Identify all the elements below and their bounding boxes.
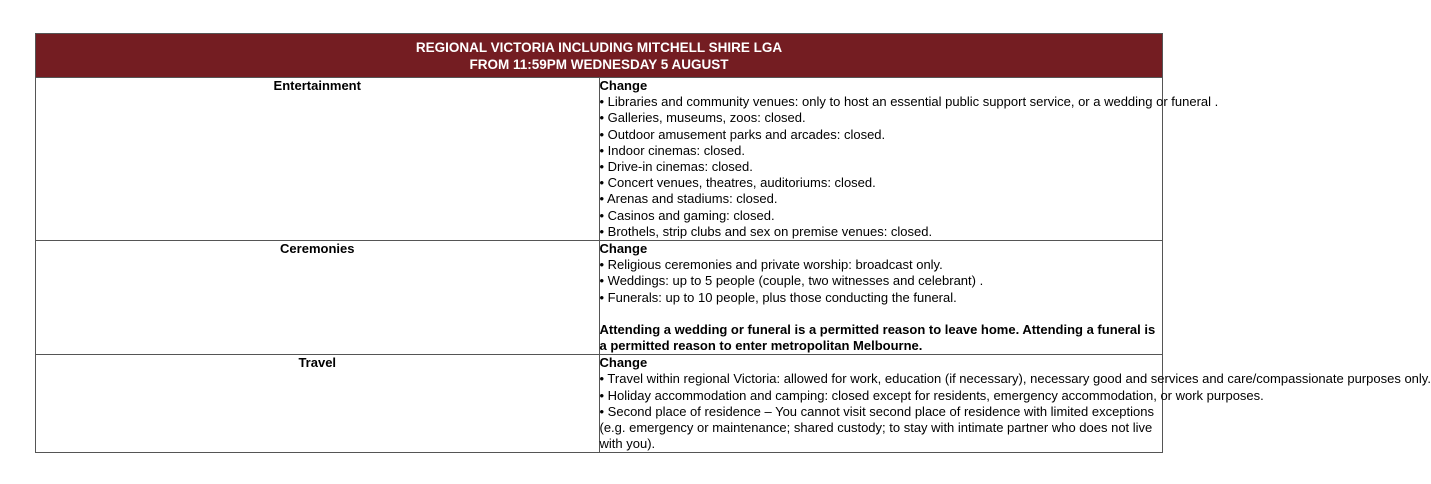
- list-item: • Holiday accommodation and camping: closed except for residents, emergency accommodation, or work purposes.: [599, 387, 1264, 403]
- table-row-entertainment: [36, 78, 1163, 241]
- category-cell: [36, 355, 600, 453]
- header-title-line1: REGIONAL VICTORIA INCLUDING MITCHELL SHIRE LGA: [415, 39, 783, 55]
- table-row-ceremonies: [36, 241, 1163, 355]
- change-label: Change: [599, 241, 648, 257]
- content-cell: [599, 355, 1431, 453]
- content-cell: [599, 78, 1219, 241]
- content-cell: [599, 241, 1163, 355]
- change-label: Change: [599, 355, 648, 371]
- category-cell: [36, 78, 600, 241]
- table-row-travel: [36, 355, 1163, 453]
- list-item: • Weddings: up to 5 people (couple, two witnesses and celebrant) .: [599, 273, 984, 289]
- list-item: • Casinos and gaming: closed.: [599, 207, 775, 223]
- list-item: • Brothels, strip clubs and sex on premise venues: closed.: [599, 223, 933, 239]
- list-item: • Travel within regional Victoria: allowed for work, education (if necessary), necessary good and services and care/compassionate purposes only.: [599, 371, 1431, 387]
- table-header: [36, 34, 1163, 78]
- change-label: Change: [599, 78, 648, 93]
- category-label: Entertainment: [273, 78, 361, 93]
- list-item: • Funerals: up to 10 people, plus those conducting the funeral.: [599, 289, 957, 305]
- list-item: • Libraries and community venues: only to host an essential public support service, or a wedding or funeral .: [599, 94, 1219, 110]
- category-label: Ceremonies: [280, 241, 355, 257]
- list-item: • Indoor cinemas: closed.: [599, 142, 745, 158]
- list-item: • Religious ceremonies and private worship: broadcast only.: [599, 257, 943, 273]
- permitted-reason-note: Attending a wedding or funeral is a permitted reason to leave home. Attending a funeral is a permitted reason to enter metropolitan Melbourne.: [599, 321, 1156, 354]
- header-title-line2: FROM 11:59PM WEDNESDAY 5 AUGUST: [469, 56, 729, 72]
- table-header-row: [36, 34, 1163, 78]
- list-item: • Galleries, museums, zoos: closed.: [599, 110, 806, 126]
- list-item: • Concert venues, theatres, auditoriums: closed.: [599, 175, 876, 191]
- list-item: • Second place of residence – You cannot visit second place of residence with limited exceptions (e.g. emergency or maintenance; shared custody; to stay with intimate partner who does not live with you).: [599, 403, 1154, 452]
- category-cell: [36, 241, 600, 355]
- list-item: • Drive-in cinemas: closed.: [599, 159, 753, 175]
- list-item: • Outdoor amusement parks and arcades: closed.: [599, 126, 886, 142]
- category-label: Travel: [298, 355, 337, 371]
- list-item: • Arenas and stadiums: closed.: [599, 191, 778, 207]
- restrictions-table: [35, 33, 1431, 453]
